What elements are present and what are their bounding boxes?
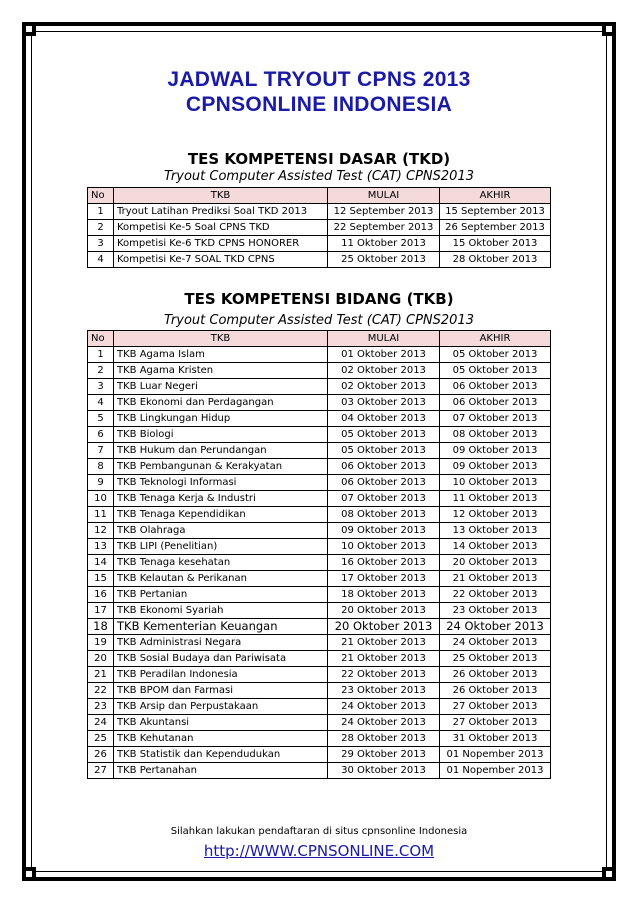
registration-note: Silahkan lakukan pendaftaran di situs cpnsonline Indonesia: [170, 826, 468, 837]
row-start-date: 30 Oktober 2013: [328, 763, 440, 779]
row-number: 12: [88, 523, 114, 539]
row-end-date: 27 Oktober 2013: [440, 715, 551, 731]
row-end-date: 15 Oktober 2013: [440, 236, 551, 252]
table-header-row: [88, 188, 551, 204]
corner-ornament: [602, 22, 616, 36]
column-header: AKHIR: [440, 331, 551, 347]
row-end-date: 28 Oktober 2013: [440, 252, 551, 268]
table-row: [88, 539, 551, 555]
row-name: Kompetisi Ke-6 TKD CPNS HONORER: [114, 236, 328, 252]
page-subtitle: CPNSONLINE INDONESIA: [185, 93, 453, 116]
row-end-date: 06 Oktober 2013: [440, 395, 551, 411]
row-name: TKB Luar Negeri: [114, 379, 328, 395]
row-end-date: 27 Oktober 2013: [440, 699, 551, 715]
row-number: 1: [88, 347, 114, 363]
row-name: TKB Kelautan & Perikanan: [114, 571, 328, 587]
table-row: [88, 523, 551, 539]
tkd-section-title: TES KOMPETENSI DASAR (TKD): [187, 150, 451, 168]
row-name: TKB Akuntansi: [114, 715, 328, 731]
row-start-date: 02 Oktober 2013: [328, 379, 440, 395]
table-row: [88, 427, 551, 443]
table-row: [88, 763, 551, 779]
row-end-date: 08 Oktober 2013: [440, 427, 551, 443]
row-number: 2: [88, 363, 114, 379]
row-end-date: 07 Oktober 2013: [440, 411, 551, 427]
row-name: Tryout Latihan Prediksi Soal TKD 2013: [114, 204, 328, 220]
page-title: JADWAL TRYOUT CPNS 2013: [167, 68, 471, 91]
row-number: 4: [88, 252, 114, 268]
table-row: [88, 587, 551, 603]
table-row: [88, 507, 551, 523]
row-number: 24: [88, 715, 114, 731]
column-header: MULAI: [328, 188, 440, 204]
row-end-date: 21 Oktober 2013: [440, 571, 551, 587]
tkd-table: [87, 187, 551, 268]
row-start-date: 18 Oktober 2013: [328, 587, 440, 603]
table-row: [88, 475, 551, 491]
row-start-date: 07 Oktober 2013: [328, 491, 440, 507]
corner-ornament: [22, 867, 36, 881]
table-row: [88, 220, 551, 236]
row-start-date: 24 Oktober 2013: [328, 715, 440, 731]
column-header: No: [88, 188, 114, 204]
row-start-date: 06 Oktober 2013: [328, 475, 440, 491]
row-number: 6: [88, 427, 114, 443]
table-row: [88, 443, 551, 459]
row-end-date: 23 Oktober 2013: [440, 603, 551, 619]
table-row: [88, 603, 551, 619]
tkb-section-subtitle: Tryout Computer Assisted Test (CAT) CPNS2013: [163, 313, 474, 328]
row-end-date: 14 Oktober 2013: [440, 539, 551, 555]
row-name: TKB Sosial Budaya dan Pariwisata: [114, 651, 328, 667]
row-name: TKB Ekonomi dan Perdagangan: [114, 395, 328, 411]
row-number: 3: [88, 236, 114, 252]
row-name: TKB Tenaga Kependidikan: [114, 507, 328, 523]
row-number: 19: [88, 635, 114, 651]
row-number: 17: [88, 603, 114, 619]
row-number: 22: [88, 683, 114, 699]
row-number: 7: [88, 443, 114, 459]
row-start-date: 23 Oktober 2013: [328, 683, 440, 699]
row-start-date: 25 Oktober 2013: [328, 252, 440, 268]
row-end-date: 26 Oktober 2013: [440, 683, 551, 699]
row-end-date: 11 Oktober 2013: [440, 491, 551, 507]
row-name: TKB BPOM dan Farmasi: [114, 683, 328, 699]
row-number: 21: [88, 667, 114, 683]
row-end-date: 20 Oktober 2013: [440, 555, 551, 571]
row-end-date: 10 Oktober 2013: [440, 475, 551, 491]
table-row: [88, 236, 551, 252]
row-end-date: 13 Oktober 2013: [440, 523, 551, 539]
table-row: [88, 731, 551, 747]
row-number: 27: [88, 763, 114, 779]
row-end-date: 06 Oktober 2013: [440, 379, 551, 395]
table-row: [88, 459, 551, 475]
table-row: [88, 635, 551, 651]
row-end-date: 24 Oktober 2013: [440, 635, 551, 651]
row-name: TKB Tenaga kesehatan: [114, 555, 328, 571]
row-end-date: 09 Oktober 2013: [440, 459, 551, 475]
row-name: TKB Agama Kristen: [114, 363, 328, 379]
row-start-date: 16 Oktober 2013: [328, 555, 440, 571]
column-header: MULAI: [328, 331, 440, 347]
row-name: TKB Tenaga Kerja & Industri: [114, 491, 328, 507]
row-number: 13: [88, 539, 114, 555]
row-name: TKB Kementerian Keuangan: [114, 619, 328, 635]
row-number: 18: [88, 619, 114, 635]
row-name: TKB Lingkungan Hidup: [114, 411, 328, 427]
row-number: 16: [88, 587, 114, 603]
row-start-date: 09 Oktober 2013: [328, 523, 440, 539]
row-start-date: 06 Oktober 2013: [328, 459, 440, 475]
row-number: 9: [88, 475, 114, 491]
row-number: 20: [88, 651, 114, 667]
row-start-date: 29 Oktober 2013: [328, 747, 440, 763]
row-number: 4: [88, 395, 114, 411]
row-number: 25: [88, 731, 114, 747]
row-end-date: 26 September 2013: [440, 220, 551, 236]
row-end-date: 26 Oktober 2013: [440, 667, 551, 683]
row-start-date: 05 Oktober 2013: [328, 427, 440, 443]
table-row: [88, 379, 551, 395]
row-start-date: 22 Oktober 2013: [328, 667, 440, 683]
tkb-table: [87, 330, 551, 779]
row-number: 23: [88, 699, 114, 715]
row-start-date: 10 Oktober 2013: [328, 539, 440, 555]
row-number: 26: [88, 747, 114, 763]
row-name: TKB Administrasi Negara: [114, 635, 328, 651]
table-header-row: [88, 331, 551, 347]
table-row: [88, 252, 551, 268]
column-header: No: [88, 331, 114, 347]
table-row: [88, 491, 551, 507]
table-row: [88, 395, 551, 411]
row-end-date: 24 Oktober 2013: [440, 619, 551, 635]
row-end-date: 01 Nopember 2013: [440, 747, 551, 763]
row-end-date: 31 Oktober 2013: [440, 731, 551, 747]
row-start-date: 01 Oktober 2013: [328, 347, 440, 363]
row-start-date: 17 Oktober 2013: [328, 571, 440, 587]
row-number: 2: [88, 220, 114, 236]
row-name: TKB Teknologi Informasi: [114, 475, 328, 491]
row-start-date: 24 Oktober 2013: [328, 699, 440, 715]
row-name: TKB Biologi: [114, 427, 328, 443]
tkb-section-title: TES KOMPETENSI BIDANG (TKB): [184, 290, 454, 308]
row-start-date: 20 Oktober 2013: [328, 603, 440, 619]
row-start-date: 04 Oktober 2013: [328, 411, 440, 427]
row-name: TKB Olahraga: [114, 523, 328, 539]
row-start-date: 28 Oktober 2013: [328, 731, 440, 747]
table-row: [88, 204, 551, 220]
column-header: TKB: [114, 331, 328, 347]
row-name: TKB Peradilan Indonesia: [114, 667, 328, 683]
row-start-date: 21 Oktober 2013: [328, 651, 440, 667]
table-row: [88, 411, 551, 427]
row-name: TKB Pembangunan & Kerakyatan: [114, 459, 328, 475]
row-end-date: 22 Oktober 2013: [440, 587, 551, 603]
row-name: TKB Pertanian: [114, 587, 328, 603]
table-row: [88, 715, 551, 731]
row-start-date: 22 September 2013: [328, 220, 440, 236]
row-start-date: 11 Oktober 2013: [328, 236, 440, 252]
row-number: 3: [88, 379, 114, 395]
row-start-date: 03 Oktober 2013: [328, 395, 440, 411]
row-start-date: 02 Oktober 2013: [328, 363, 440, 379]
table-row: [88, 651, 551, 667]
row-number: 5: [88, 411, 114, 427]
row-number: 10: [88, 491, 114, 507]
row-end-date: 25 Oktober 2013: [440, 651, 551, 667]
row-end-date: 15 September 2013: [440, 204, 551, 220]
row-name: TKB LIPI (Penelitian): [114, 539, 328, 555]
table-row: [88, 667, 551, 683]
corner-ornament: [22, 22, 36, 36]
row-number: 11: [88, 507, 114, 523]
row-end-date: 05 Oktober 2013: [440, 347, 551, 363]
row-name: TKB Statistik dan Kependudukan: [114, 747, 328, 763]
row-start-date: 08 Oktober 2013: [328, 507, 440, 523]
table-row: [88, 347, 551, 363]
row-end-date: 09 Oktober 2013: [440, 443, 551, 459]
row-end-date: 12 Oktober 2013: [440, 507, 551, 523]
row-start-date: 12 September 2013: [328, 204, 440, 220]
table-row: [88, 747, 551, 763]
row-start-date: 20 Oktober 2013: [328, 619, 440, 635]
row-start-date: 21 Oktober 2013: [328, 635, 440, 651]
row-name: TKB Hukum dan Perundangan: [114, 443, 328, 459]
tkd-section-subtitle: Tryout Computer Assisted Test (CAT) CPNS2013: [163, 169, 474, 184]
row-name: TKB Kehutanan: [114, 731, 328, 747]
row-name: TKB Ekonomi Syariah: [114, 603, 328, 619]
row-name: TKB Pertanahan: [114, 763, 328, 779]
row-name: Kompetisi Ke-5 Soal CPNS TKD: [114, 220, 328, 236]
row-start-date: 05 Oktober 2013: [328, 443, 440, 459]
row-number: 15: [88, 571, 114, 587]
column-header: AKHIR: [440, 188, 551, 204]
row-name: TKB Arsip dan Perpustakaan: [114, 699, 328, 715]
row-number: 14: [88, 555, 114, 571]
row-name: TKB Agama Islam: [114, 347, 328, 363]
table-row: [88, 571, 551, 587]
table-row: [88, 619, 551, 635]
table-row: [88, 683, 551, 699]
row-number: 8: [88, 459, 114, 475]
table-row: [88, 555, 551, 571]
row-end-date: 01 Nopember 2013: [440, 763, 551, 779]
row-name: Kompetisi Ke-7 SOAL TKD CPNS: [114, 252, 328, 268]
row-end-date: 05 Oktober 2013: [440, 363, 551, 379]
corner-ornament: [602, 867, 616, 881]
row-number: 1: [88, 204, 114, 220]
table-row: [88, 699, 551, 715]
column-header: TKB: [114, 188, 328, 204]
table-row: [88, 363, 551, 379]
website-link[interactable]: http://WWW.CPNSONLINE.COM: [203, 842, 435, 860]
